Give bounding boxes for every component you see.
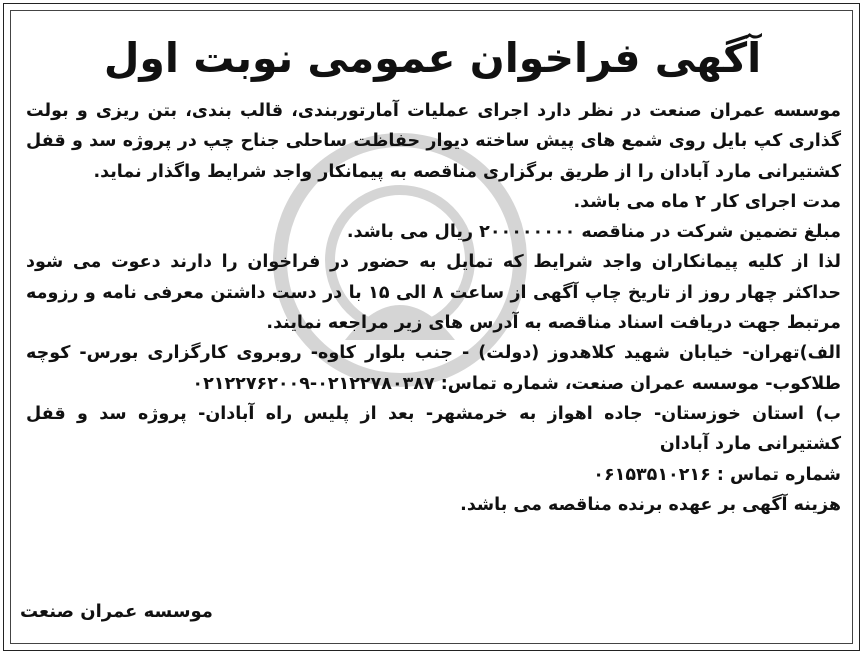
ad-title: آگهی فراخوان عمومی نوبت اول [103, 34, 762, 82]
paragraph-invitation: لذا از کلیه پیمانکاران واجد شرایط که تمایل به حضور در فراخوان را دارند دعوت می شود حداکثر چهار روز از تاریخ چاپ آگهی از ساعت ۸ الی ۱۵ با در دست داشتن معرفی نامه و رزومه مرتبط جهت دریافت اسناد مناقصه به آدرس های زیر مراجعه نمایند. [26, 252, 841, 334]
paragraph-intro: موسسه عمران صنعت در نظر دارد اجرای عملیات آمارتوربندی، قالب بندی، بتن ریزی و بولت گذاری کپ بایل روی شمع های پیش ساخته دیوار حفاظت ساحلی جناح چپ در پروژه سد و قفل کشتیرانی مارد آبادان را از طریق برگزاری مناقصه به پیمانکار واجد شرایط واگذار نماید. [26, 101, 841, 182]
paragraph-cost: هزینه آگهی بر عهده برنده مناقصه می باشد. [460, 494, 841, 515]
paragraph-address-tehran: الف)تهران- خیابان شهید کلاهدوز (دولت) - جنب بلوار کاوه- روبروی کارگزاری بورس- کوچه طلاکوب- موسسه عمران صنعت، شماره تماس: ۰۲۱۲۲۷۸۰۳۸۷-۰۲۱۲۲۷۶۲۰۰۹ [26, 343, 841, 394]
paragraph-phone: شماره تماس : ۰۶۱۵۳۵۱۰۲۱۶ [593, 464, 841, 485]
paragraph-duration: مدت اجرای کار ۲ ماه می باشد. [573, 191, 841, 212]
ad-body [26, 96, 841, 520]
paragraph-address-khuzestan: ب) استان خوزستان- جاده اهواز به خرمشهر- بعد از پلیس راه آبادان- پروژه سد و قفل کشتیرانی مارد آبادان [26, 403, 841, 455]
paragraph-guarantee: مبلغ تضمین شرکت در مناقصه ۲۰۰۰۰۰۰۰۰ ریال می باشد. [346, 222, 841, 243]
organization-signature: موسسه عمران صنعت [20, 601, 213, 622]
